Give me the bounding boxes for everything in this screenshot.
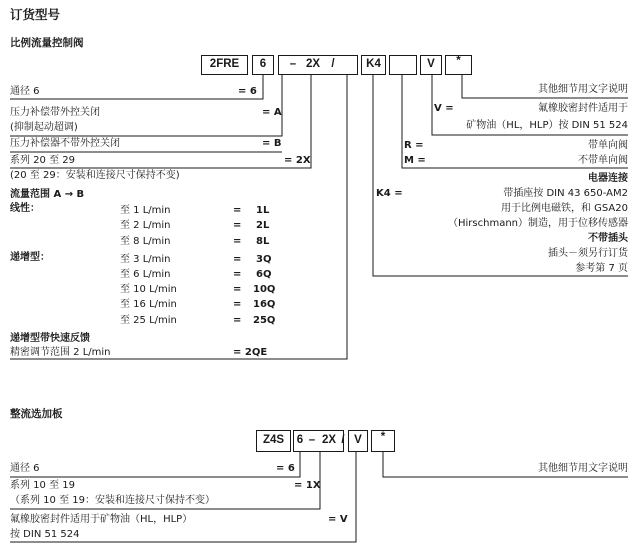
- code-cell-dash: –: [289, 58, 297, 70]
- series-note: (20 至 29：安装和连接尺寸保持不变): [10, 170, 180, 181]
- elec-heading: 电器连接: [588, 173, 628, 184]
- plate-subtitle: 整流选加板: [10, 408, 63, 420]
- linear-code-2: 2L: [256, 220, 270, 231]
- code-cell-type-text: 2FRE: [209, 58, 240, 70]
- linear-range-1: 至 1 L/min: [120, 205, 171, 216]
- prog-eq-5: =: [233, 315, 242, 326]
- plate-cell-size-text: 6: [296, 434, 304, 446]
- prog-code-4: 16Q: [253, 299, 276, 310]
- plate-cell-other-text: *: [380, 431, 386, 443]
- size-label: 通径 6: [10, 86, 40, 97]
- m-desc: 不带单向阀: [578, 155, 628, 166]
- prog-code-2: 6Q: [256, 269, 272, 280]
- prog-eq-2: =: [233, 269, 242, 280]
- plate-series-code: = 1X: [294, 480, 321, 491]
- comp-a-code: = A: [262, 107, 282, 118]
- progressive-label: 递增型：: [10, 252, 50, 263]
- code-cell-slash: /: [331, 58, 335, 70]
- plate-size-code: = 6: [276, 463, 295, 474]
- k4-desc-3: （Hirschmann）制造，用于位移传感器: [448, 218, 628, 229]
- r-code: R =: [404, 140, 424, 151]
- plate-size-label: 通径 6: [10, 463, 40, 474]
- flow-heading: 流量范围 A → B: [10, 189, 85, 200]
- size-code: = 6: [238, 86, 257, 97]
- k4-desc-1: 带插座按 DIN 43 650-AM2: [503, 188, 628, 199]
- linear-eq-1: =: [233, 205, 242, 216]
- plate-seal-label-2: 按 DIN 51 524: [10, 529, 80, 540]
- code-cell-other-text: *: [456, 55, 461, 67]
- linear-eq-3: =: [233, 236, 242, 247]
- plate-series-label: 系列 10 至 19: [10, 480, 75, 491]
- comp-b-code: = B: [262, 138, 282, 149]
- k4-desc-5: 插头－须另行订货: [548, 248, 628, 259]
- fast-heading: 递增型带快速反馈: [10, 333, 90, 344]
- plate-other-details: 其他细节用文字说明: [538, 463, 628, 474]
- comp-a-label: 压力补偿带外控关闭: [10, 107, 100, 118]
- prog-range-4: 至 16 L/min: [120, 299, 177, 310]
- series-label: 系列 20 至 29: [10, 155, 75, 166]
- prog-eq-4: =: [233, 299, 242, 310]
- k4-desc-6: 参考第 7 页: [575, 263, 628, 274]
- prog-code-3: 10Q: [253, 284, 276, 295]
- series-code: = 2X: [284, 155, 311, 166]
- k4-code: K4 =: [376, 188, 403, 199]
- prog-code-5: 25Q: [253, 315, 276, 326]
- v-desc-2: 矿物油（HL，HLP）按 DIN 51 524: [466, 120, 628, 131]
- prog-eq-1: =: [233, 254, 242, 265]
- code-cell-electrical-text: K4: [366, 58, 381, 70]
- prog-range-1: 至 3 L/min: [120, 254, 171, 265]
- other-details: 其他细节用文字说明: [538, 84, 628, 95]
- linear-range-2: 至 2 L/min: [120, 220, 171, 231]
- plate-cell-seal-text: V: [354, 434, 362, 446]
- m-code: M =: [404, 155, 426, 166]
- r-desc: 带单向阀: [588, 140, 628, 151]
- plate-cell-slash: /: [341, 434, 345, 446]
- plate-cell-type-text: Z4S: [262, 434, 285, 446]
- linear-label: 线性：: [10, 203, 40, 214]
- comp-a-sub: (抑制起动超调): [10, 122, 78, 133]
- linear-eq-2: =: [233, 220, 242, 231]
- plate-cell-dash: –: [308, 434, 316, 446]
- v-code: V =: [434, 103, 454, 114]
- prog-eq-3: =: [233, 284, 242, 295]
- fine-label: 精密调节范围 2 L/min: [10, 347, 111, 358]
- plate-series-note: （系列 10 至 19：安装和连接尺寸保持不变）: [10, 495, 215, 506]
- comp-b-label: 压力补偿器不带外控关闭: [10, 138, 120, 149]
- code-cell-series-text: 2X: [305, 58, 321, 70]
- code-cell-size-text: 6: [259, 58, 267, 70]
- valve-subtitle: 比例流量控制阀: [10, 37, 84, 49]
- plate-cell-series-text: 2X: [321, 434, 337, 446]
- k4-desc-4: 不带插头: [588, 233, 628, 244]
- v-desc-1: 氟橡胶密封件适用于: [538, 103, 628, 114]
- plate-seal-label-1: 氟橡胶密封件适用于矿物油（HL，HLP）: [10, 514, 193, 525]
- plate-seal-code: = V: [328, 514, 348, 525]
- code-cell-seal-text: V: [427, 58, 435, 70]
- linear-range-3: 至 8 L/min: [120, 236, 171, 247]
- prog-code-1: 3Q: [256, 254, 272, 265]
- linear-code-1: 1L: [256, 205, 270, 216]
- fine-code: = 2QE: [233, 347, 268, 358]
- k4-desc-2: 用于比例电磁铁，和 GSA20: [500, 203, 628, 214]
- prog-range-2: 至 6 L/min: [120, 269, 171, 280]
- section-title: 订货型号: [10, 7, 61, 22]
- prog-range-5: 至 25 L/min: [120, 315, 177, 326]
- prog-range-3: 至 10 L/min: [120, 284, 177, 295]
- linear-code-3: 8L: [256, 236, 270, 247]
